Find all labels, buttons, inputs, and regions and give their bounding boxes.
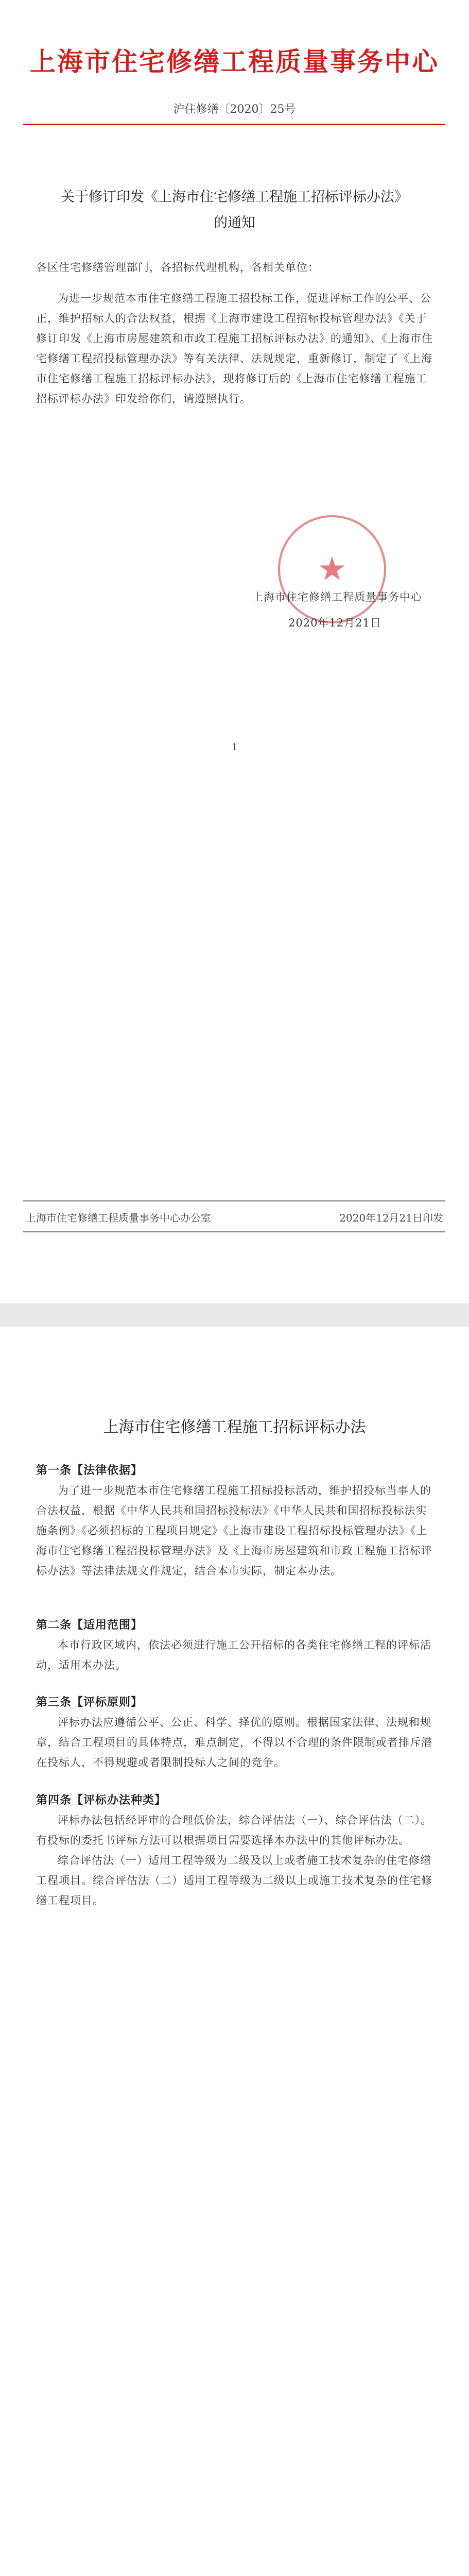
notice-title-line1: 关于修订印发《上海市住宅修缮工程施工招标评标办法》 (61, 189, 408, 205)
footer-date: 2020年12月21日印发 (339, 1212, 443, 1224)
footer-office: 上海市住宅修缮工程质量事务中心办公室 (26, 1212, 211, 1224)
chapter-4-text-2: 综合评估法（一）适用工程等级为二级及以上或者施工技术复杂的住宅修缮工程项目。综合评估法（二）适用工程等级为二级以上或施工技术复杂的住宅修缮工程项目。 (36, 1854, 432, 1907)
footer-rule-top (23, 1200, 445, 1201)
chapter-3-heading: 第三条【评标原则】 (36, 1696, 143, 1709)
chapter-1 (36, 1461, 432, 1581)
chapter-2-heading: 第二条【适用范围】 (36, 1618, 143, 1632)
chapter-3 (36, 1692, 432, 1773)
rules-title: 上海市住宅修缮工程施工招标评标办法 (103, 1418, 366, 1436)
chapter-1-text: 为了进一步规范本市住宅修缮工程施工招标投标活动，维护招投标当事人的合法权益，根据《中华人民共和国招标投标法》《中华人民共和国招标投标法实施条例》《必须招标的工程项目规定》《上海市建设工程招标投标管理办法》《上海市住宅修缮工程招投标管理办法》及《上海市房屋建筑和市政工程施工招标评标办法》等法律法规文件规定，结合本市实际，制定本办法。 (36, 1484, 432, 1577)
notice-title-line2: 的通知 (214, 215, 255, 231)
notice-body: 为进一步规范本市住宅修缮工程施工招投标工作，促进评标工作的公平、公正，维护招标人的合法权益，根据《上海市建设工程招标投标管理办法》《关于修订印发《上海市房屋建筑和市政工程施工招标评标办法》的通知》、《上海市住宅修缮工程招投标管理办法》等有关法律、法规规定，重新修订，制定了《上海市住宅修缮工程施工招标评标办法》，现将修订后的《上海市住宅修缮工程施工招标评标办法》印发给你们，请遵照执行。 (36, 292, 433, 405)
seal-star-icon: ★ (317, 550, 347, 588)
footer-rule-bottom (23, 1231, 445, 1232)
doc-number: 沪住修缮〔2020〕25号 (173, 103, 296, 116)
signature: 上海市住宅修缮工程质量事务中心 (252, 591, 422, 603)
chapter-3-text: 评标办法应遵循公平、公正、科学、择优的原则。根据国家法律、法规和规章，结合工程项目的具体特点，难点制定，不得以不合理的条件限制或者排斥潜在投标人，不得规避或者限制投标人之间的竞争。 (36, 1716, 432, 1769)
agency-title: 上海市住宅修缮工程质量事务中心 (30, 46, 439, 77)
chapter-4-text-1: 评标办法包括经评审的合理低价法，综合评估法（一）、综合评估法（二）。有投标的委托书评标方法可以根据项目需要选择本办法中的其他评标办法。 (36, 1814, 432, 1846)
chapter-2-text: 本市行政区域内，依法必须进行施工公开招标的各类住宅修缮工程的评标活动，适用本办法。 (36, 1639, 431, 1671)
chapter-1-heading: 第一条【法律依据】 (36, 1464, 143, 1477)
salutation: 各区住宅修缮管理部门，各招标代理机构，各相关单位： (36, 261, 319, 274)
issue-date: 2020年12月21日 (288, 617, 381, 629)
page-number: 1 (231, 742, 238, 753)
chapter-2 (36, 1615, 432, 1675)
red-divider (23, 124, 445, 125)
chapter-4 (36, 1790, 432, 1911)
chapter-4-heading: 第四条【评标办法种类】 (36, 1793, 167, 1807)
document-page-2 (0, 1327, 469, 2576)
